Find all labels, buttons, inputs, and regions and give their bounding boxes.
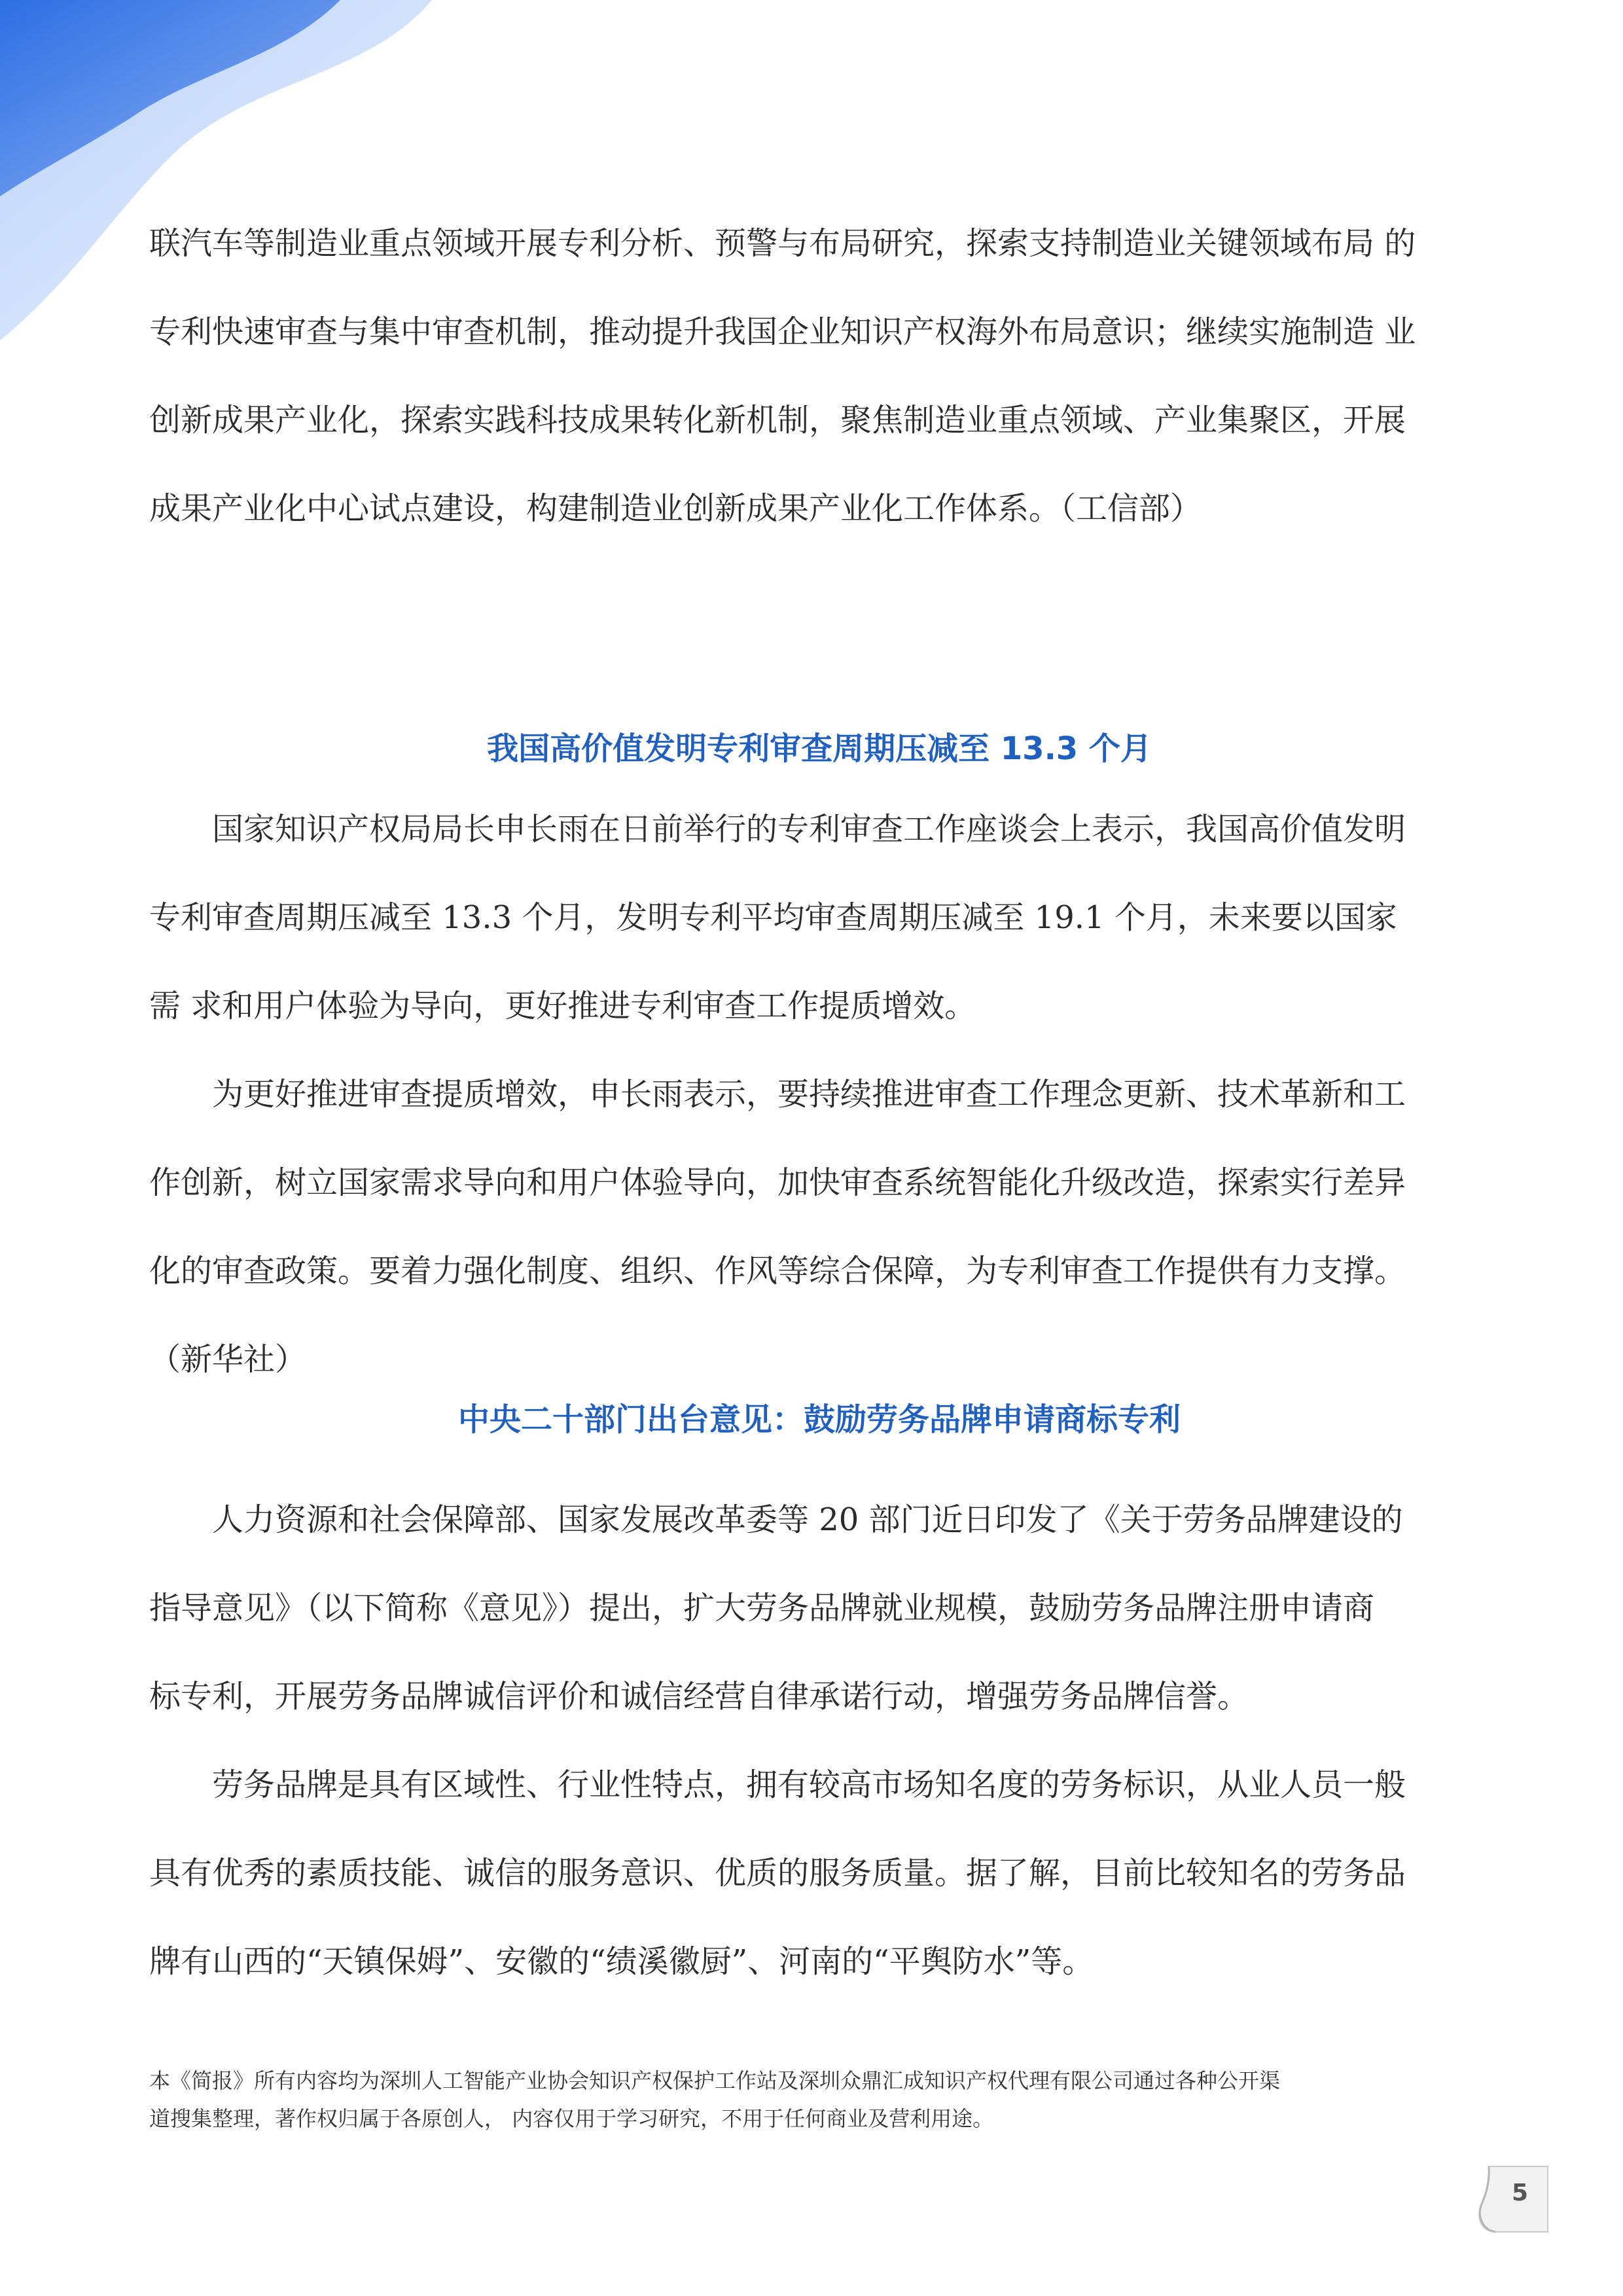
text-line: 劳务品牌是具有区域性、行业性特点，拥有较高市场知名度的劳务标识，从业人员一般: [212, 1767, 1406, 1803]
footer-disclaimer: [149, 2062, 1491, 2138]
text-line: 创新成果产业化，探索实践科技成果转化新机制，聚焦制造业重点领域、产业集聚区，开展: [149, 402, 1406, 439]
page-number: 5: [1512, 2179, 1529, 2206]
text-line: 专利快速审查与集中审查机制，推动提升我国企业知识产权海外布局意识；继续实施制造 业: [149, 314, 1416, 350]
text-line: 为更好推进审查提质增效，申长雨表示，要持续推进审查工作理念更新、技术革新和工: [212, 1076, 1406, 1113]
article-body: [149, 785, 1489, 1404]
text-line: 具有优秀的素质技能、诚信的服务意识、优质的服务质量。据了解，目前比较知名的劳务品: [149, 1855, 1406, 1892]
footer-line: 本《简报》所有内容均为深圳人工智能产业协会知识产权保护工作站及深圳众鼎汇成知识产权代理有限公司通过各种公开渠: [149, 2068, 1281, 2093]
text-line: 联汽车等制造业重点领域开展专利分析、预警与布局研究，探索支持制造业关键领域布局 的: [149, 225, 1416, 262]
article-body: [149, 1476, 1489, 2006]
text-line: （新华社）: [149, 1341, 307, 1378]
text-line: 标专利，开展劳务品牌诚信评价和诚信经营自律承诺行动，增强劳务品牌信誉。: [149, 1678, 1249, 1715]
text-line: 作创新，树立国家需求导向和用户体验导向，加快审查系统智能化升级改造，探索实行差异: [149, 1164, 1406, 1201]
footer-line: 道搜集整理，著作权归属于各原创人， 内容仅用于学习研究，不用于任何商业及营利用途。: [149, 2106, 994, 2131]
text-line: 指导意见》（以下简称《意见》）提出，扩大劳务品牌就业规模，鼓励劳务品牌注册申请商: [149, 1590, 1375, 1626]
text-line: 牌有山西的“天镇保姆”、安徽的“绩溪徽厨”、河南的“平舆防水”等。: [149, 1943, 1094, 1980]
continuation-paragraph: [149, 200, 1489, 553]
article-title: 中央二十部门出台意见：鼓励劳务品牌申请商标专利: [457, 1401, 1181, 1438]
text-line: 成果产业化中心试点建设，构建制造业创新成果产业化工作体系。（工信部）: [149, 490, 1202, 527]
article-title: 我国高价值发明专利审查周期压减至 13.3 个月: [487, 730, 1152, 767]
text-line: 国家知识产权局局长申长雨在日前举行的专利审查工作座谈会上表示，我国高价值发明: [212, 811, 1406, 848]
text-line: 化的审查政策。要着力强化制度、组织、作风等综合保障，为专利审查工作提供有力支撑。: [149, 1253, 1406, 1289]
text-line: 人力资源和社会保障部、国家发展改革委等 20 部门近日印发了《关于劳务品牌建设的: [212, 1501, 1403, 1538]
text-line: 专利审查周期压减至 13.3 个月，发明专利平均审查周期压减至 19.1 个月，未来要以国家: [149, 899, 1397, 936]
text-line: 需 求和用户体验为导向，更好推进专利审查工作提质增效。: [149, 988, 976, 1024]
